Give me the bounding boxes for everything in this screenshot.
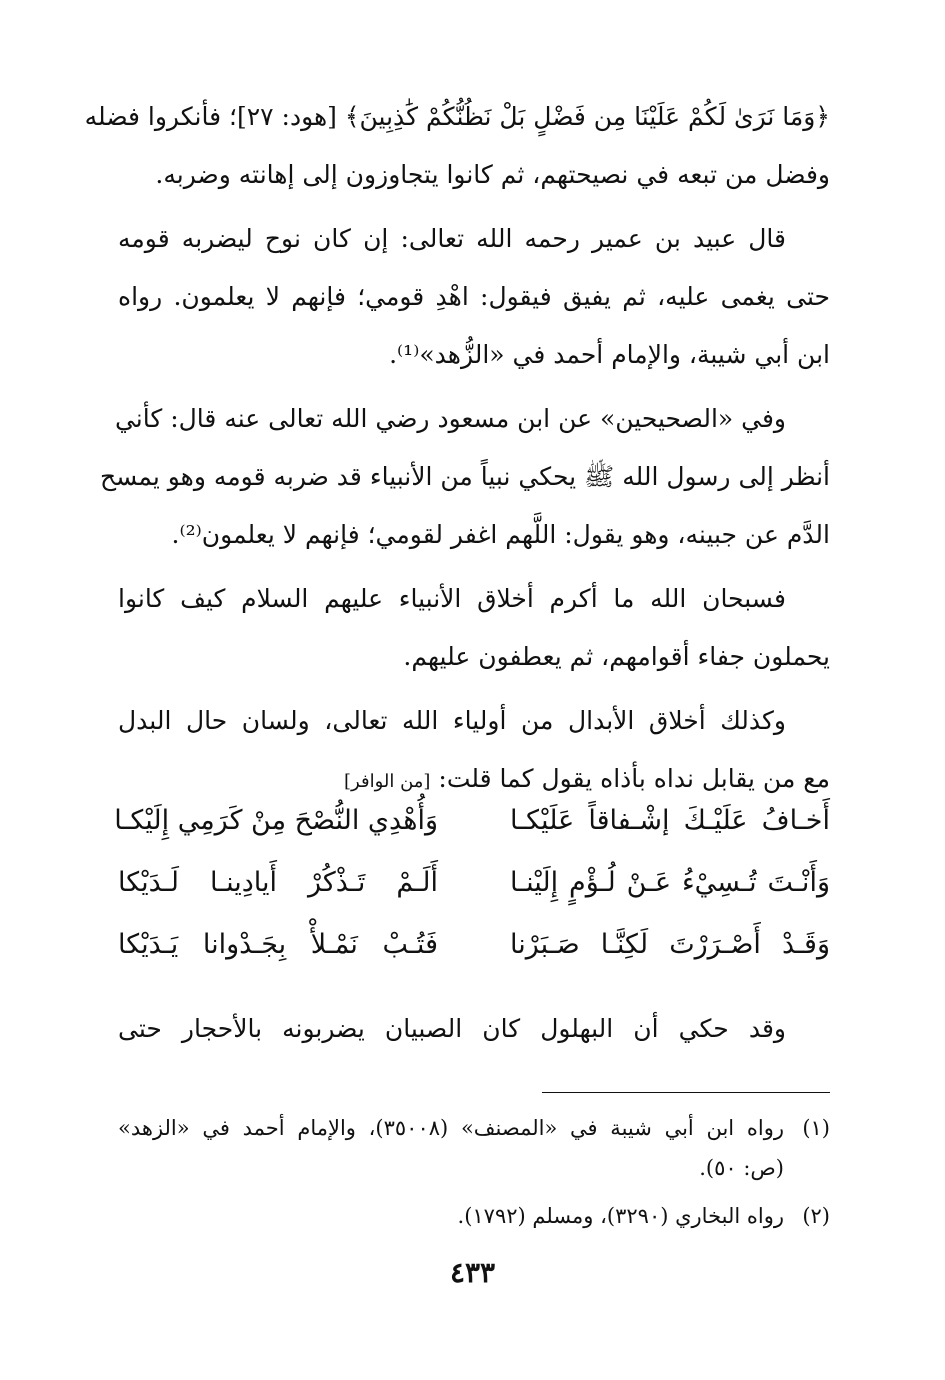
- text-line: ﴿وَمَا نَرَىٰ لَكُمْ عَلَيْنَا مِن فَضْلٍ بَلْ نَظُنُّكُمْ كَٰذِبِينَ﴾ [هود: ٢٧]؛ فأنكروا فضله: [84, 102, 830, 131]
- poem-verse: [114, 790, 830, 852]
- text-line: أنظر إلى رسول الله ﷺ يحكي نبياً من الأنبياء قد ضربه قومه وهو يمسح: [99, 462, 830, 491]
- first-hemistich: أَخـافُ عَلَيْـكَ إشْـفاقاً عَلَيْكـا: [510, 805, 830, 836]
- footnotes: [118, 1108, 830, 1236]
- main-text: [84, 88, 830, 808]
- footnote-body: [118, 1196, 784, 1236]
- footnote-line: (ص: ٥٠).: [699, 1156, 784, 1180]
- text-line: ابن أبي شيبة، والإمام أحمد في «الزُّهد»⁽¹⁾.: [389, 340, 830, 369]
- second-hemistich: فَتُـبْ نَمْـلأْ بِجَـدْوانا يَـدَيْكا: [118, 929, 438, 960]
- text-line: فسبحان الله ما أكرم أخلاق الأنبياء عليهم السلام كيف كانوا: [118, 584, 786, 613]
- text-line: يحملون جفاء أقوامهم، ثم يعطفون عليهم.: [403, 642, 830, 671]
- poem-verse: [118, 852, 830, 914]
- poem: [114, 790, 830, 976]
- footnote-separator: [542, 1092, 830, 1093]
- poem-verse: [118, 914, 830, 976]
- footnote-body: [118, 1108, 784, 1188]
- poetic-meter-label: [من الوافر]: [344, 771, 431, 792]
- footnote-number: (١): [802, 1116, 830, 1140]
- footnote-number: (٢): [802, 1204, 830, 1228]
- text-line: وفضل من تبعه في نصيحتهم، ثم كانوا يتجاوزون إلى إهانته وضربه.: [155, 160, 830, 189]
- text-line: حتى يغمى عليه، ثم يفيق فيقول: اهْدِ قومي؛ فإنهم لا يعلمون. رواه: [118, 282, 830, 311]
- text-line: وكذلك أخلاق الأبدال من أولياء الله تعالى، ولسان حال البدل: [118, 706, 786, 735]
- first-hemistich: وَأَنْـتَ تُـسِيْءُ عَـنْ لُـؤْمٍ إِلَيْنـا: [510, 867, 830, 898]
- continuation-text: [118, 1000, 830, 1058]
- footnote: [118, 1108, 830, 1188]
- first-hemistich: وَقَـدْ أَصْـرَرْتَ لَكِنَّـا صَـبَرْنا: [510, 929, 830, 960]
- text-line: قال عبيد بن عمير رحمه الله تعالى: إن كان نوح ليضربه قومه: [118, 224, 786, 253]
- text-line: وقد حكي أن البهلول كان الصبيان يضربونه بالأحجار حتى: [118, 1014, 786, 1043]
- footnote: [118, 1196, 830, 1236]
- second-hemistich: وَأُهْدِي النُّصْحَ مِنْ كَرَمِي إِلَيْكـا: [114, 805, 438, 836]
- footnote-line: رواه ابن أبي شيبة في «المصنف» (٣٥٠٠٨)، والإمام أحمد في «الزهد»: [118, 1116, 784, 1140]
- second-hemistich: أَلَـمْ تَـذْكُرْ أَيادِينـا لَـدَيْكا: [118, 867, 438, 898]
- text-line: وفي «الصحيحين» عن ابن مسعود رضي الله تعالى عنه قال: كأني: [114, 404, 786, 433]
- footnote-line: رواه البخاري (٣٢٩٠)، ومسلم (١٧٩٢).: [457, 1204, 784, 1228]
- page-number: ٤٣٣: [449, 1256, 496, 1289]
- text-line: الدَّم عن جبينه، وهو يقول: اللَّهم اغفر لقومي؛ فإنهم لا يعلمون⁽²⁾.: [171, 520, 830, 549]
- text-line-content: مع من يقابل نداه بأذاه يقول كما قلت:: [438, 764, 830, 793]
